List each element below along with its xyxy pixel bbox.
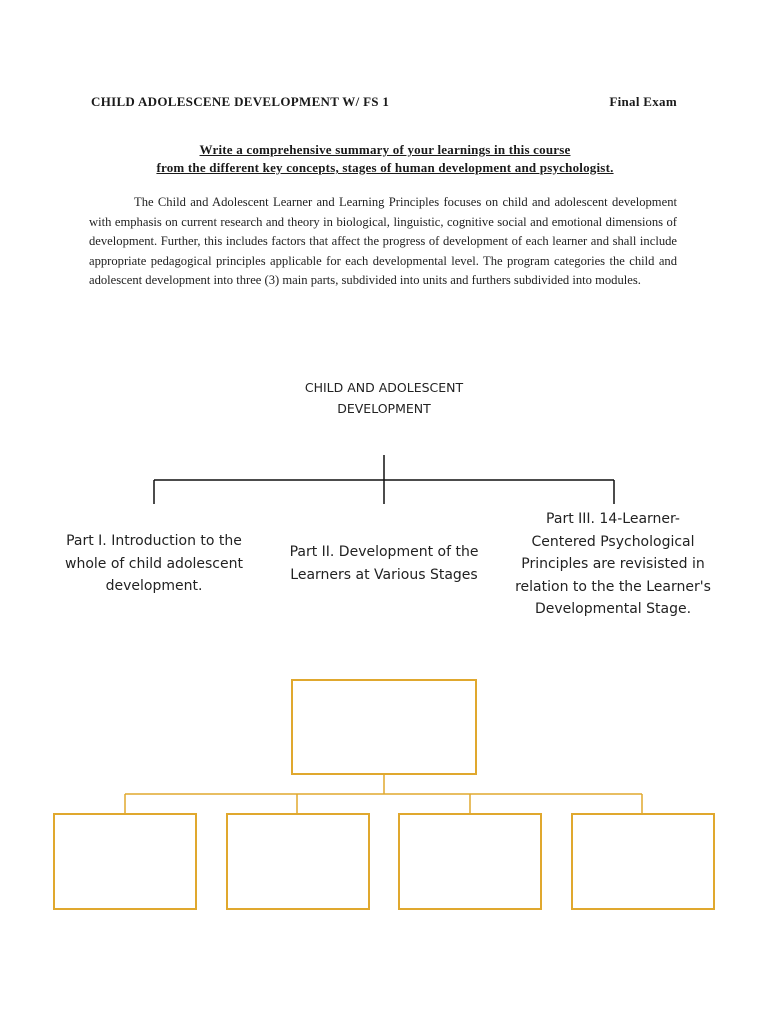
hierarchy-title-line-2: DEVELOPMENT	[337, 401, 431, 416]
part-3-line-2: Centered Psychological	[531, 533, 695, 550]
empty-child-box-4	[572, 814, 714, 909]
summary-paragraph: The Child and Adolescent Learner and Learning Principles focuses on child and adolescent development with emphasis on current research and theory in biological, linguistic, cognitive social and emotional dimensions of development. Further, this includes factors that affect the progress of development of each learner and shall include appropriate pedagogical principles applicable for each developmental level. The program categories the child and adolescent development into three (3) main parts, subdivided into units and furthers subdivided into modules.	[89, 195, 677, 288]
part-3-line-5: Developmental Stage.	[534, 601, 692, 617]
exam-label: Final Exam	[609, 94, 677, 109]
part-2-label	[282, 541, 486, 586]
part-3-line-4: relation to the the Learner's	[515, 578, 711, 595]
empty-child-box-3	[399, 814, 541, 909]
empty-child-box-1	[54, 814, 196, 909]
part-1-line-3: development.	[105, 578, 203, 594]
part-2-line-2: Learners at Various Stages	[290, 566, 478, 583]
course-title: CHILD ADOLESCENE DEVELOPMENT W/ FS 1	[91, 94, 390, 109]
empty-root-box	[292, 680, 476, 774]
part-1-line-2: whole of child adolescent	[65, 555, 243, 572]
hierarchy-title-line-1: CHILD AND ADOLESCENT	[304, 380, 464, 395]
instructions-line-2: from the different key concepts, stages of human development and psychologist.	[156, 160, 614, 175]
part-1-label	[58, 530, 250, 598]
part-2-line-1: Part II. Development of the	[289, 544, 479, 560]
instructions-line-1: Write a comprehensive summary of your learnings in this course	[199, 142, 571, 157]
part-3-label	[508, 508, 718, 621]
part-1-line-1: Part I. Introduction to the	[66, 533, 242, 549]
part-3-line-1: Part III. 14-Learner-	[546, 511, 680, 527]
part-3-line-3: Principles are revisisted in	[521, 556, 705, 572]
empty-child-box-2	[227, 814, 369, 909]
empty-org-chart	[54, 680, 714, 909]
